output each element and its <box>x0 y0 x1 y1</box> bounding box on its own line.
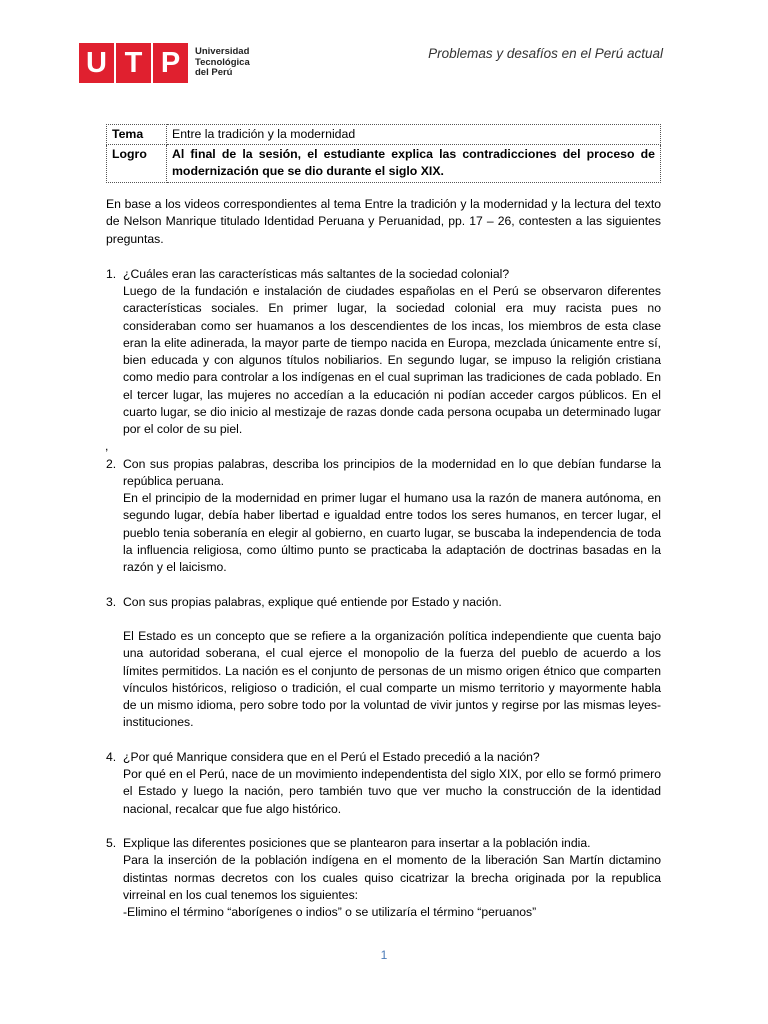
question-number: 3. <box>106 594 117 609</box>
table-row-logro <box>107 145 661 182</box>
intro-paragraph: En base a los videos correspondientes al tema Entre la tradición y la modernidad y la lectura del texto de Nelson Manrique titulado Identidad Peruana y Peruanidad, pp. 17 – 26, contesten a las siguientes preguntas. <box>106 197 661 246</box>
question-number: 2. <box>106 456 117 471</box>
logro-label: Logro <box>107 145 167 182</box>
logo-line-3: del Perú <box>195 67 233 79</box>
answer-text: Por qué en el Perú, nace de un movimiento independentista del siglo XIX, por ello se formó primero el Estado y luego la nación, pero también tuvo que ver mucho la construcción de la identidad nacional, recalcar que fue algo histórico. <box>123 767 661 816</box>
course-title: Problemas y desafíos en el Perú actual <box>428 46 663 61</box>
question-item-3 <box>106 594 661 732</box>
question-text: Explique las diferentes posiciones que se plantearon para insertar a la población india. <box>123 836 591 850</box>
logo-letter-t: T <box>116 43 151 83</box>
question-number: 1. <box>106 266 117 281</box>
logo-line-1: Universidad <box>195 46 250 58</box>
logo-text <box>195 47 250 79</box>
topic-table <box>106 124 661 183</box>
question-item-1 <box>106 266 661 439</box>
question-text: ¿Cuáles eran las características más saltantes de la sociedad colonial? <box>123 266 510 281</box>
logro-value: Al final de la sesión, el estudiante explica las contradicciones del proceso de modernización que se dio durante el siglo XIX. <box>167 145 661 182</box>
answer-extra-line: -Elimino el término “aborígenes o indios” o se utilizaría el término “peruanos” <box>123 905 537 919</box>
document-body <box>106 196 661 921</box>
table-row-tema <box>107 125 661 145</box>
question-number: 4. <box>106 749 117 764</box>
page-number: 1 <box>380 948 388 962</box>
answer-text: Para la inserción de la población indígena en el momento de la liberación San Martín dictamino distintas normas decretos con los cuales quiso cicatrizar la brecha originada por la republica virreinal en los cual tenemos los siguientes: <box>123 853 661 902</box>
question-item-4 <box>106 749 661 818</box>
logo-letter-p: P <box>153 43 188 83</box>
logo-line-2: Tecnológica <box>195 56 250 68</box>
tema-value: Entre la tradición y la modernidad <box>167 125 661 145</box>
page-header <box>79 43 669 83</box>
tema-label: Tema <box>107 125 167 145</box>
stray-comma: , <box>105 439 109 454</box>
question-number: 5. <box>106 836 117 850</box>
logo-letter-u: U <box>79 43 114 83</box>
question-item-5 <box>106 835 661 921</box>
question-text: Con sus propias palabras, explique qué entiende por Estado y nación. <box>123 594 502 609</box>
answer-text: El Estado es un concepto que se refiere a la organización política independiente que cuenta bajo una autoridad soberana, el cual ejerce el monopolio de la fuerza del pueblo de acuerdo a los límites permitidos. La nación es el conjunto de personas de un mismo origen étnico que comparten vínculos históricos, religioso o tradición, el cual comparte un mismo territorio y mayormente habla de un mismo idioma, pero sobre todo por la voluntad de vivir juntos y regirse por las mismas leyes-instituciones. <box>123 629 661 730</box>
answer-text: Luego de la fundación e instalación de ciudades españolas en el Perú se observaron diferentes características sociales. En primer lugar, la sociedad colonial era muy racista pues no consideraban como ser huamanos a los descendientes de los incas, los miembros de esta clase eran la elite adinerada, la mayor parte de tiempo nacida en Europa, mezclada únicamente entre sí, bien educada y con algunos títulos nobiliarios. En segundo lugar, se impuso la religión cristiana como medio para controlar a los indígenas en el cual supriman las tradiciones de cada poblado. En el tercer lugar, las mujeres no accedían a la educación ni podían acceder cargos públicos. En el cuarto lugar, se dio inicio al mestizaje de razas donde cada persona ocupaba un determinado lugar por el color de su piel. <box>123 284 661 436</box>
question-text: Con sus propias palabras, describa los principios de la modernidad en lo que debían fundarse la república peruana. <box>123 456 661 488</box>
answer-text: En el principio de la modernidad en primer lugar el humano usa la razón de manera autónoma, en segundo lugar, debía haber libertad e igualdad entre todos los seres humanos, en tercer lugar, el pueblo tenia soberanía en elegir al gobierno, en cuarto lugar, se buscaba la independencia de toda la influencia religiosa, como último punto se practicaba la adaptación de doctrinas basadas en la razón y el laicismo. <box>123 491 661 574</box>
utp-logo <box>79 43 250 83</box>
question-item-2 <box>106 456 661 577</box>
question-text: ¿Por qué Manrique considera que en el Perú el Estado precedió a la nación? <box>123 749 540 764</box>
